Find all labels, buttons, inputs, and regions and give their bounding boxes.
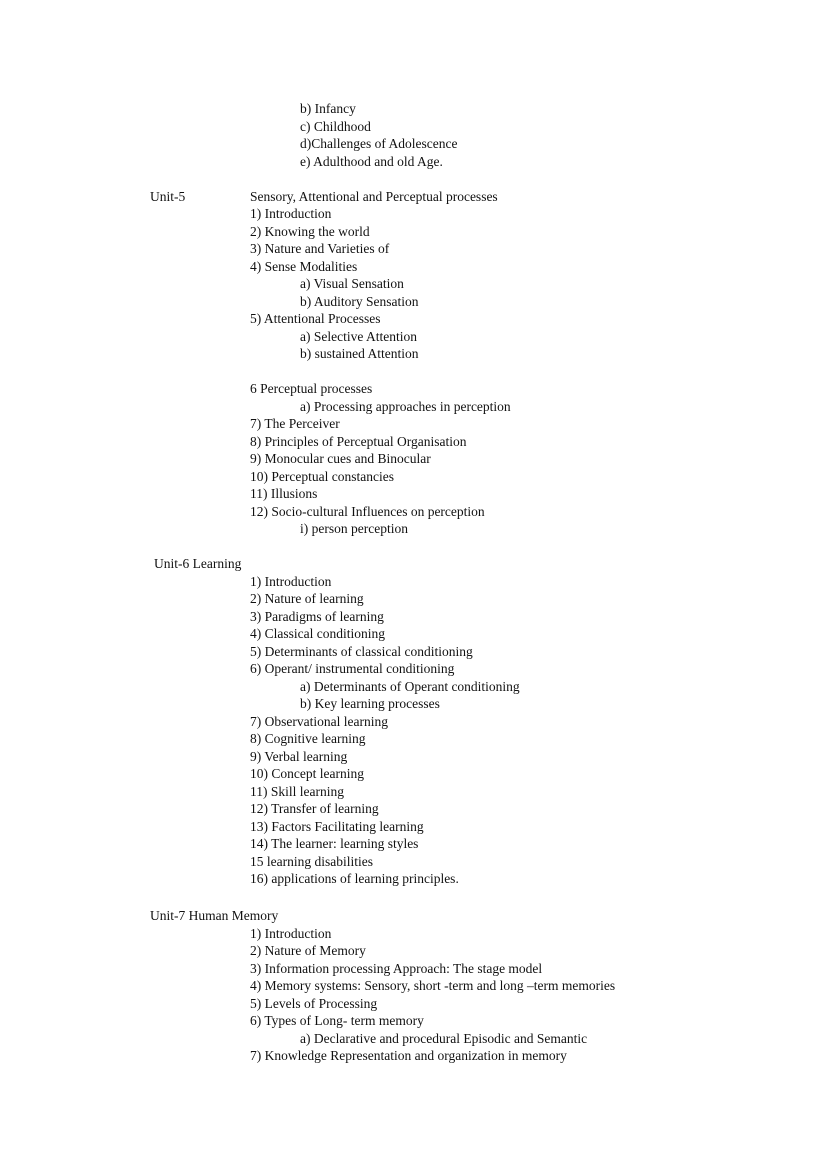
- list-item: 3) Information processing Approach: The stage model: [250, 960, 543, 976]
- list-item: 8) Principles of Perceptual Organisation: [250, 433, 467, 449]
- unit-title: Sensory, Attentional and Perceptual processes: [250, 188, 498, 204]
- list-item: 16) applications of learning principles.: [250, 871, 459, 886]
- unit-heading: Unit-7 Human Memory: [150, 908, 279, 923]
- list-item: 8) Cognitive learning: [250, 731, 366, 746]
- list-item: 13) Factors Facilitating learning: [250, 818, 424, 834]
- list-item: a) Determinants of Operant conditioning: [300, 678, 520, 694]
- list-item: 6) Types of Long- term memory: [250, 1013, 424, 1028]
- list-item: 3) Paradigms of learning: [250, 608, 384, 624]
- list-item: a) Visual Sensation: [300, 276, 404, 291]
- list-item: 1) Introduction: [250, 206, 332, 221]
- list-item: 7) The Perceiver: [250, 416, 340, 431]
- list-item: 5) Levels of Processing: [250, 995, 378, 1011]
- list-item: 15 learning disabilities: [250, 853, 373, 869]
- list-item: 2) Nature of Memory: [250, 943, 366, 958]
- list-item: i) person perception: [300, 521, 408, 536]
- list-item: 5) Determinants of classical conditioning: [250, 643, 473, 659]
- list-item: 1) Introduction: [250, 573, 332, 589]
- list-item: a) Processing approaches in perception: [300, 398, 511, 414]
- list-item: b) Infancy: [300, 101, 356, 116]
- list-item: d)Challenges of Adolescence: [300, 136, 458, 151]
- list-item: 11) Skill learning: [250, 783, 344, 799]
- list-item: 12) Transfer of learning: [250, 801, 379, 816]
- list-item: 11) Illusions: [250, 486, 318, 501]
- list-item: 6 Perceptual processes: [250, 381, 373, 396]
- list-item: 14) The learner: learning styles: [250, 836, 419, 851]
- list-item: 10) Concept learning: [250, 766, 364, 781]
- list-item: b) Key learning processes: [300, 696, 440, 711]
- list-item: 10) Perceptual constancies: [250, 468, 394, 484]
- list-item: b) Auditory Sensation: [300, 293, 419, 309]
- list-item: 2) Nature of learning: [250, 591, 364, 606]
- list-item: 4) Classical conditioning: [250, 626, 385, 641]
- list-item: 7) Knowledge Representation and organization in memory: [250, 1048, 567, 1063]
- unit-heading: Unit-5: [150, 188, 186, 204]
- list-item: 9) Monocular cues and Binocular: [250, 451, 431, 466]
- list-item: 4) Memory systems: Sensory, short -term and long –term memories: [250, 978, 616, 993]
- list-item: 12) Socio-cultural Influences on perception: [250, 503, 485, 519]
- unit-heading: Unit-6 Learning: [154, 556, 242, 571]
- list-item: a) Declarative and procedural Episodic and Semantic: [300, 1030, 588, 1046]
- list-item: e) Adulthood and old Age.: [300, 153, 443, 169]
- list-item: 2) Knowing the world: [250, 223, 370, 239]
- list-item: 9) Verbal learning: [250, 748, 348, 764]
- list-item: 4) Sense Modalities: [250, 258, 358, 274]
- list-item: 3) Nature and Varieties of: [250, 241, 390, 256]
- list-item: b) sustained Attention: [300, 346, 419, 361]
- list-item: 1) Introduction: [250, 925, 332, 941]
- list-item: 5) Attentional Processes: [250, 311, 381, 326]
- list-item: 6) Operant/ instrumental conditioning: [250, 661, 455, 676]
- list-item: a) Selective Attention: [300, 328, 417, 344]
- list-item: 7) Observational learning: [250, 713, 388, 729]
- list-item: c) Childhood: [300, 118, 371, 134]
